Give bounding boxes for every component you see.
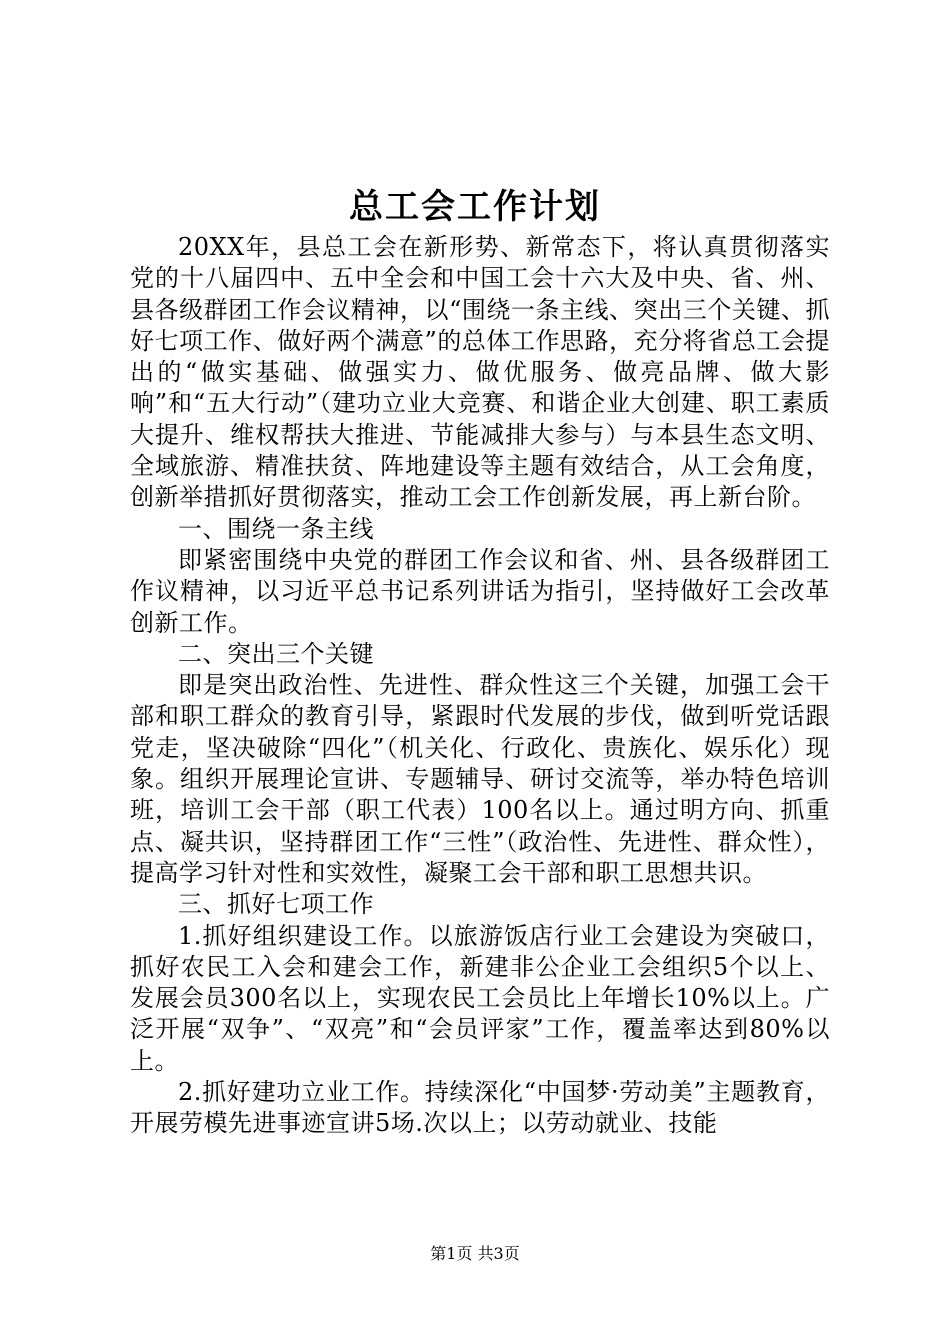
document-body	[130, 232, 830, 1140]
paragraph-item-1: 1.抓好组织建设工作。以旅游饭店行业工会建设为突破口，抓好农民工入会和建会工作，新建非公企业工会组织5个以上、发展会员300名以上，实现农民工会员比上年增长10%以上。广泛开展“双争”、“双亮”和“会员评家”工作，覆盖率达到80%以上。	[130, 921, 830, 1075]
section-heading-2: 二、突出三个关键	[178, 639, 374, 668]
section-heading-1: 一、围绕一条主线	[178, 514, 374, 543]
paragraph-section-2: 即是突出政治性、先进性、群众性这三个关键，加强工会干部和职工群众的教育引导，紧跟时代发展的步伐，做到听党话跟党走，坚决破除“四化”（机关化、行政化、贵族化、娱乐化）现象。组织开展理论宣讲、专题辅导、研讨交流等，举办特色培训班，培训工会干部（职工代表）100名以上。通过明方向、抓重点、凝共识，坚持群团工作“三性”（政治性、先进性、群众性），提高学习针对性和实效性，凝聚工会干部和职工思想共识。	[130, 671, 830, 887]
page-footer: 第1页 共3页	[430, 1244, 520, 1263]
paragraph-item-2: 2.抓好建功立业工作。持续深化“中国梦·劳动美”主题教育，开展劳模先进事迹宣讲5场.次以上；以劳动就业、技能	[130, 1078, 830, 1138]
document-title: 总工会工作计划	[349, 187, 601, 227]
section-heading-3: 三、抓好七项工作	[178, 890, 374, 919]
paragraph-intro: 20XX年，县总工会在新形势、新常态下，将认真贯彻落实党的十八届四中、五中全会和中国工会十六大及中央、省、州、县各级群团工作会议精神，以“围绕一条主线、突出三个关键、抓好七项工作、做好两个满意”的总体工作思路，充分将省总工会提出的“做实基础、做强实力、做优服务、做亮品牌、做大影响”和“五大行动”（建功立业大竞赛、和谐企业大创建、职工素质大提升、维权帮扶大推进、节能减排大参与）与本县生态文明、全域旅游、精准扶贫、阵地建设等主题有效结合，从工会角度，创新举措抓好贯彻落实，推动工会工作创新发展，再上新台阶。	[130, 233, 830, 512]
paragraph-section-1: 即紧密围绕中央党的群团工作会议和省、州、县各级群团工作议精神，以习近平总书记系列讲话为指引，坚持做好工会改革创新工作。	[130, 545, 830, 637]
